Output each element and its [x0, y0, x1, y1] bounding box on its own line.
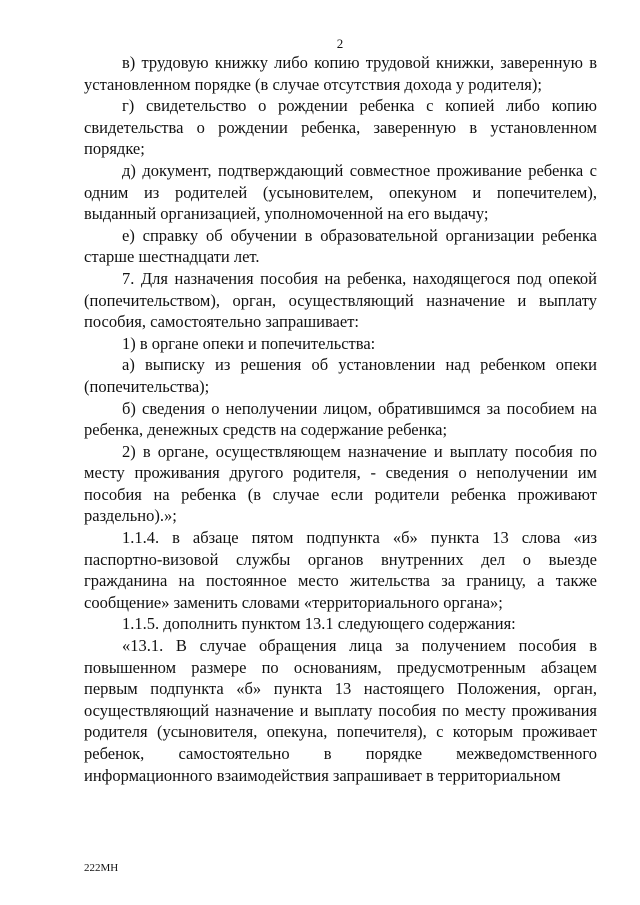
paragraph-1-1-5: 1.1.5. дополнить пунктом 13.1 следующего содержания: [122, 614, 516, 634]
paragraph-7-1: 1) в органе опеки и попечительства: [122, 333, 376, 353]
paragraph-7-2: 2) в органе, осуществляющем назначение и выплату пособия по месту проживания другого родителя, - сведения о неполучении им пособия на ребенка (в случае если родители ребенка проживают раздельно).»; [84, 441, 597, 526]
paragraph-7: 7. Для назначения пособия на ребенка, находящегося под опекой (попечительством), орган, осуществляющий назначение и выплату пособия, самостоятельно запрашивает: [84, 268, 597, 332]
paragraph-1-1-4: 1.1.4. в абзаце пятом подпункта «б» пункта 13 слова «из паспортно-визовой службы органов внутренних дел о выезде гражданина на постоянное место жительства за границу, а также сообщение» заменить словами «территориального органа»; [84, 528, 597, 612]
paragraph-7-1-a: а) выписку из решения об установлении над ребенком опеки (попечительства); [84, 355, 597, 396]
paragraph-e: е) справку об обучении в образовательной организации ребенка старше шестнадцати лет. [84, 225, 597, 267]
page-number: 2 [336, 36, 344, 51]
paragraph-7-1-b: б) сведения о неполучении лицом, обратившимся за пособием на ребенка, денежных средств на содержание ребенка; [84, 398, 597, 440]
footer-code: 222МН [84, 862, 119, 874]
paragraph-13-1: «13.1. В случае обращения лица за получением пособия в повышенном размере по основаниям, предусмотренным абзацем первым подпункта «б» пункта 13 настоящего Положения, орган, осуществляющий назначение и выплату пособия по месту проживания родителя (усыновителя, опекуна, попечителя), с которым проживает ребенок, самостоятельно в порядке межведомственного информационного взаимодействия запрашивает в территориальном [84, 636, 597, 785]
document-body [84, 52, 597, 786]
paragraph-v: в) трудовую книжку либо копию трудовой книжки, заверенную в установленном порядке (в случае отсутствия дохода у родителя); [84, 53, 597, 94]
paragraph-g: г) свидетельство о рождении ребенка с копией либо копию свидетельства о рождении ребенка, заверенную в установленном порядке; [84, 96, 597, 159]
paragraph-d: д) документ, подтверждающий совместное проживание ребенка с одним из родителей (усыновителем, опекуном и попечителем), выданный организацией, уполномоченной на его выдачу; [84, 160, 597, 224]
